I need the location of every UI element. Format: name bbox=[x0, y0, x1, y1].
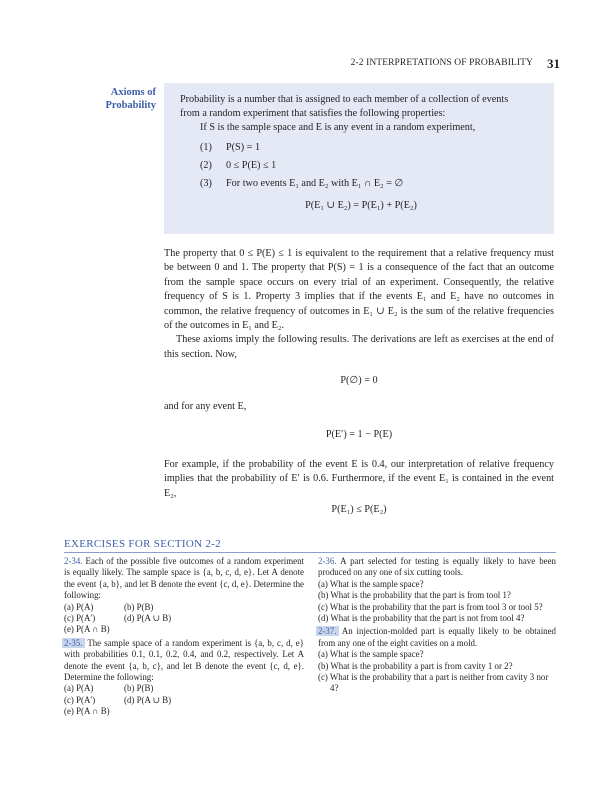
margin-label-line1: Axioms of bbox=[110, 87, 156, 98]
equation-subset: P(E₁) ≤ P(E₂) bbox=[331, 504, 387, 515]
axiom-item: (3) For two events E₁ and E₂ with E₁ ∩ E₂ = ∅ bbox=[200, 178, 404, 189]
exercise-2-34: 2-34. Each of the possible five outcomes of a random experiment is equally likely. The sample space is {a, b, c, d, e}. Let A denote the event {a, b}, and let B denote the event {c, d, e}. Determine the following: bbox=[64, 556, 304, 601]
exercises-left-column bbox=[64, 556, 304, 718]
exercise-part: (c) What is the probability that the part is from tool 3 or tool 5? bbox=[318, 601, 543, 612]
exercise-number: 2-34. bbox=[64, 556, 83, 566]
exercises-heading: EXERCISES FOR SECTION 2-2 bbox=[64, 538, 556, 553]
body-text bbox=[164, 247, 554, 362]
margin-label bbox=[82, 86, 156, 112]
axiom-formula: P(E₁ ∪ E₂) = P(E₁) + P(E₂) bbox=[305, 200, 417, 211]
exercise-part: (d) What is the probability that the part is not from tool 4? bbox=[318, 613, 525, 624]
paragraph: and for any event E, bbox=[164, 401, 247, 412]
exercise-parts: (a) P(A) (b) P(B) bbox=[64, 683, 154, 694]
exercise-parts: (a) P(A) (b) P(B) bbox=[64, 601, 154, 612]
axioms-intro-3: If S is the sample space and E is any event in a random experiment, bbox=[200, 122, 476, 133]
axioms-box bbox=[164, 83, 554, 234]
paragraph: For example, if the probability of the event E is 0.4, our interpretation of relative frequency implies that the probability of E′ is 0.6. Furthermore, if the event E₁ is contained in the event E₂, bbox=[164, 459, 554, 499]
exercise-2-36: 2-36. A part selected for testing is equally likely to have been produced on any one of six cutting tools. bbox=[318, 556, 556, 578]
axioms-list bbox=[180, 141, 542, 191]
exercise-2-37: 2-37. An injection-molded part is equally likely to be obtained from any one of the eight cavities on a mold. bbox=[318, 626, 556, 648]
exercises-right-column bbox=[318, 556, 556, 695]
exercise-part: (b) What is the probability a part is from cavity 1 or 2? bbox=[318, 660, 513, 671]
exercise-parts: (c) P(A′) (d) P(A ∪ B) bbox=[64, 694, 172, 705]
axioms-intro-2: from a random experiment that satisfies the following properties: bbox=[180, 108, 446, 119]
paragraph: The property that 0 ≤ P(E) ≤ 1 is equivalent to the requirement that a relative frequency must be between 0 and 1. The property that P(S) = 1 is a consequence of the fact that an outcome from the sample space occurs on every trial of an experiment. Consequently, the relative frequency of S is 1. Property 3 implies that if the events E₁ and E₂ have no outcomes in common, the relative frequency of outcomes in E₁ ∪ E₂ is the sum of the relative frequencies of the outcomes in E₁ and E₂. bbox=[164, 248, 554, 332]
exercise-2-35: 2-35. The sample space of a random experiment is {a, b, c, d, e} with probabilities 0.1, 0.1, 0.2, 0.4, and 0.2, respectively. Let A denote the event {a, b, c}, and let B denote the event {c, d, e}. Determine the following: bbox=[64, 637, 304, 683]
exercise-parts: (c) P(A′) (d) P(A ∪ B) bbox=[64, 613, 172, 624]
page-number: 31 bbox=[547, 56, 560, 71]
axioms-intro-1: Probability is a number that is assigned to each member of a collection of events bbox=[180, 94, 509, 105]
exercise-part: (a) What is the sample space? bbox=[318, 578, 424, 589]
exercise-number: 2-35. bbox=[64, 637, 83, 648]
equation-empty-set: P(∅) = 0 bbox=[340, 375, 378, 386]
paragraph: These axioms imply the following results. The derivations are left as exercises at the end of this section. Now, bbox=[164, 334, 554, 360]
exercise-part: (e) P(A ∩ B) bbox=[64, 706, 110, 717]
equation-complement: P(E′) = 1 − P(E) bbox=[325, 429, 393, 440]
exercise-part: (a) What is the sample space? bbox=[318, 649, 424, 660]
exercise-part: (b) What is the probability that the part is from tool 1? bbox=[318, 590, 511, 601]
exercise-number: 2-37. bbox=[318, 626, 337, 637]
section-title: 2-2 INTERPRETATIONS OF PROBABILITY bbox=[350, 58, 533, 68]
exercise-part: (e) P(A ∩ B) bbox=[64, 624, 110, 635]
margin-label-line2: Probability bbox=[105, 100, 156, 111]
axiom-item: (1) P(S) = 1 bbox=[200, 142, 261, 153]
running-header bbox=[0, 57, 609, 71]
exercise-number: 2-36. bbox=[318, 556, 337, 566]
exercise-part: (c) What is the probability that a part is neither from cavity 3 nor 4? bbox=[318, 672, 549, 694]
axiom-item: (2) 0 ≤ P(E) ≤ 1 bbox=[200, 160, 277, 171]
